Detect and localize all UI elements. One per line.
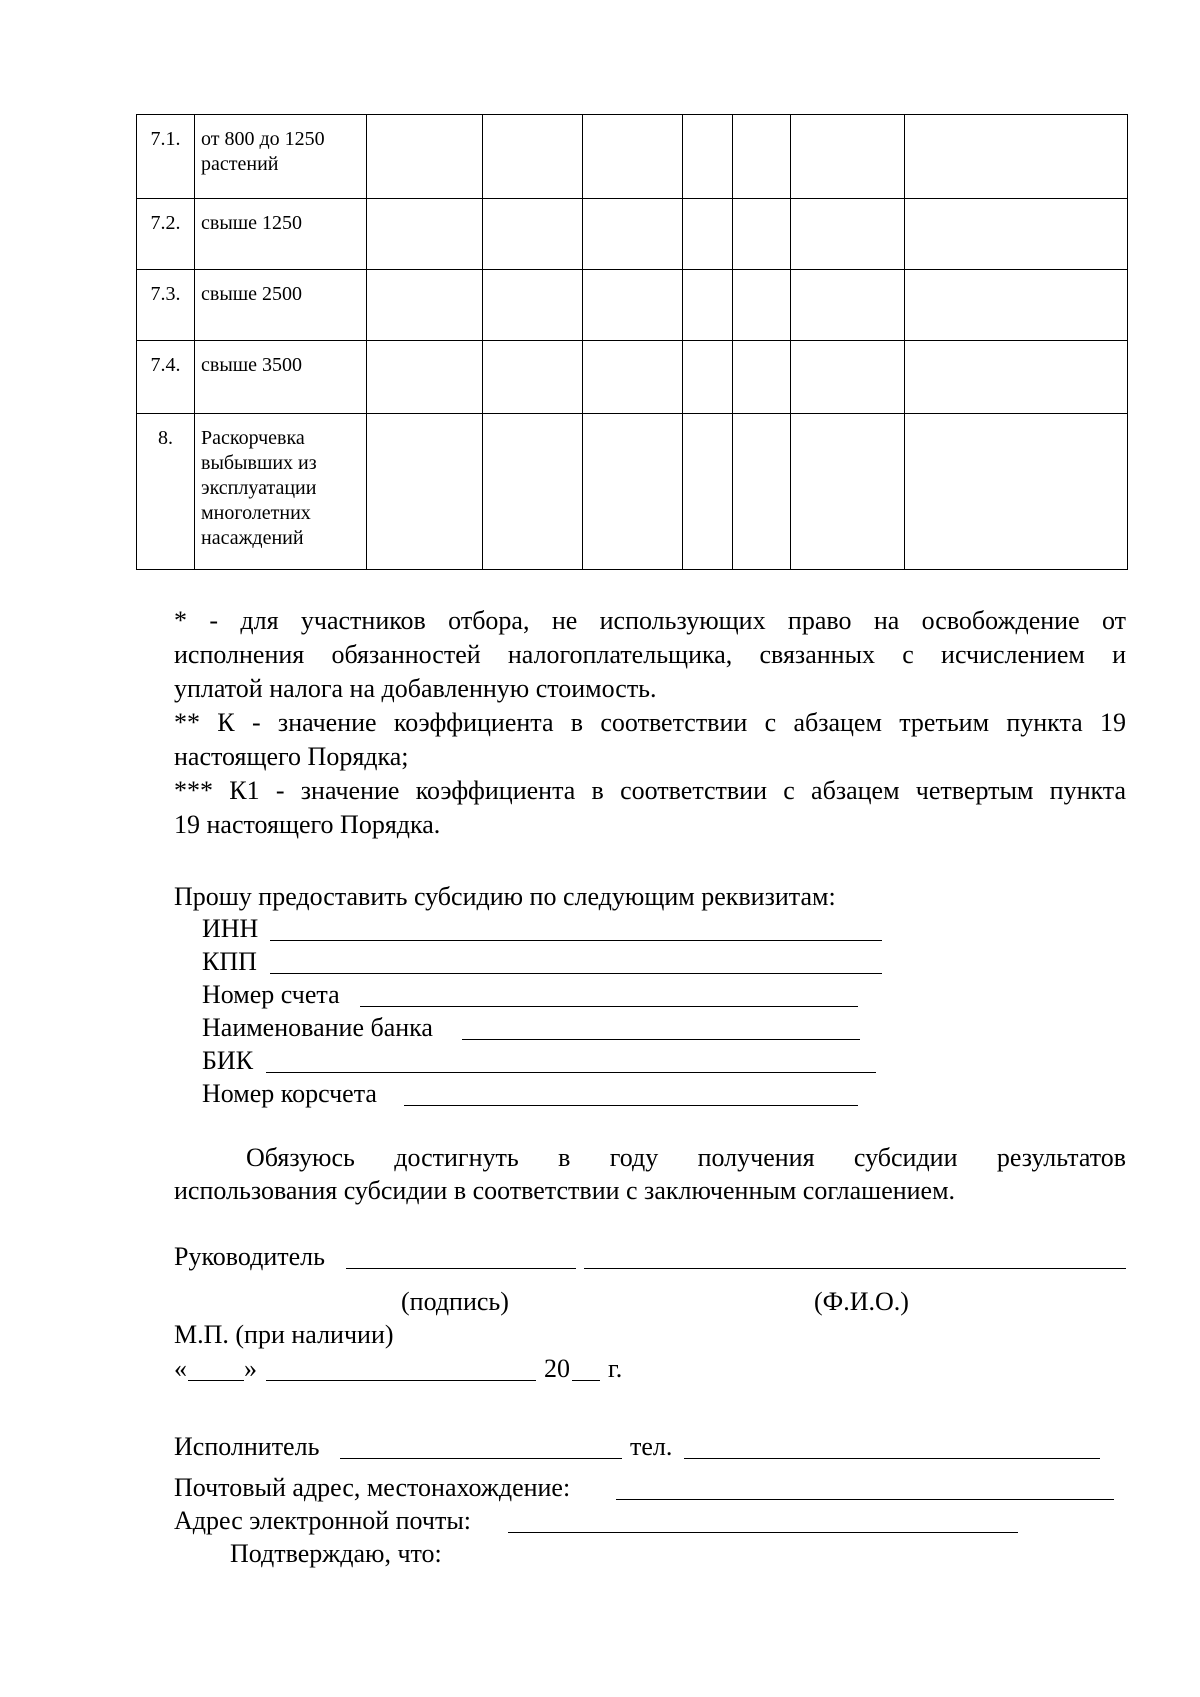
footnote-3-line-1: *** К1 - значение коэффициента в соответствии с абзацем четвертым пункта xyxy=(174,776,1126,805)
fio-caption: (Ф.И.О.) xyxy=(814,1287,909,1316)
table-cell xyxy=(367,199,483,270)
table-cell xyxy=(583,414,683,570)
table-cell xyxy=(733,341,791,414)
footnote-3-line-2: 19 настоящего Порядка. xyxy=(174,810,441,839)
footnote-1-line-1: * - для участников отбора, не использующих право на освобождение от xyxy=(174,606,1126,635)
table-cell xyxy=(483,199,583,270)
row-number: 8. xyxy=(137,414,195,570)
obligation-line-2: использования субсидии в соответствии с заключенным соглашением. xyxy=(174,1176,956,1205)
row-name: свыше 1250 xyxy=(195,199,367,270)
table-row xyxy=(137,115,1128,199)
head-signature-field[interactable] xyxy=(346,1268,576,1269)
kpp-field[interactable] xyxy=(270,973,882,974)
table-cell xyxy=(791,414,905,570)
executor-label: Исполнитель xyxy=(174,1432,320,1461)
table-cell xyxy=(791,270,905,341)
table-cell xyxy=(791,199,905,270)
table-cell xyxy=(367,414,483,570)
year-field[interactable] xyxy=(572,1380,600,1381)
table-cell xyxy=(683,199,733,270)
phone-label: тел. xyxy=(630,1432,673,1461)
bik-label: БИК xyxy=(202,1046,254,1075)
date-month-field[interactable] xyxy=(266,1380,536,1381)
row-name: свыше 3500 xyxy=(195,341,367,414)
table-cell xyxy=(483,414,583,570)
table-cell xyxy=(733,270,791,341)
postal-address-label: Почтовый адрес, местонахождение: xyxy=(174,1473,571,1502)
signature-caption: (подпись) xyxy=(401,1287,509,1316)
corr-account-label: Номер корсчета xyxy=(202,1079,377,1108)
obligation-line-1: Обязуюсь достигнуть в году получения субсидии результатов xyxy=(246,1143,1126,1172)
kpp-label: КПП xyxy=(202,947,257,976)
inn-label: ИНН xyxy=(202,914,259,943)
row-name: от 800 до 1250 растений xyxy=(195,115,367,199)
table-cell xyxy=(583,199,683,270)
date-day-field[interactable] xyxy=(188,1380,244,1381)
row-number: 7.2. xyxy=(137,199,195,270)
email-label: Адрес электронной почты: xyxy=(174,1506,472,1535)
table-row xyxy=(137,341,1128,414)
table-cell xyxy=(367,341,483,414)
footnote-1-line-3: уплатой налога на добавленную стоимость. xyxy=(174,674,657,703)
email-field[interactable] xyxy=(508,1532,1018,1533)
corr-account-field[interactable] xyxy=(404,1105,858,1106)
date-quote-close: » xyxy=(244,1354,257,1383)
phone-field[interactable] xyxy=(684,1458,1100,1459)
confirm-text: Подтверждаю, что: xyxy=(230,1539,442,1568)
bank-field[interactable] xyxy=(462,1039,860,1040)
table-cell xyxy=(791,341,905,414)
seal-label: М.П. (при наличии) xyxy=(174,1320,394,1349)
head-fio-field[interactable] xyxy=(584,1268,1126,1269)
table-cell xyxy=(683,341,733,414)
table-cell xyxy=(733,115,791,199)
bik-field[interactable] xyxy=(266,1072,876,1073)
table-cell xyxy=(905,115,1128,199)
footnote-1-line-2: исполнения обязанностей налогоплательщика, связанных с исчислением и xyxy=(174,640,1126,669)
footnote-2-line-2: настоящего Порядка; xyxy=(174,742,409,771)
table-row xyxy=(137,199,1128,270)
table-cell xyxy=(483,341,583,414)
year-suffix: г. xyxy=(608,1354,623,1383)
row-name: Раскорчевка выбывших из эксплуатации многолетних насаждений xyxy=(195,414,367,570)
date-quote-open: « xyxy=(174,1354,187,1383)
table-cell xyxy=(683,115,733,199)
executor-field[interactable] xyxy=(340,1458,622,1459)
table-cell xyxy=(483,270,583,341)
subsidy-table xyxy=(136,114,1128,570)
row-number: 7.1. xyxy=(137,115,195,199)
table-cell xyxy=(905,199,1128,270)
head-label: Руководитель xyxy=(174,1242,325,1271)
postal-address-field[interactable] xyxy=(616,1499,1114,1500)
table-cell xyxy=(905,341,1128,414)
table-cell xyxy=(367,115,483,199)
row-number: 7.4. xyxy=(137,341,195,414)
table-cell xyxy=(483,115,583,199)
year-prefix: 20 xyxy=(544,1354,570,1383)
table-cell xyxy=(791,115,905,199)
footnote-2-line-1: ** К - значение коэффициента в соответствии с абзацем третьим пункта 19 xyxy=(174,708,1126,737)
table-cell xyxy=(583,270,683,341)
table-cell xyxy=(367,270,483,341)
account-field[interactable] xyxy=(360,1006,858,1007)
inn-field[interactable] xyxy=(270,940,882,941)
table-row xyxy=(137,414,1128,570)
account-label: Номер счета xyxy=(202,980,340,1009)
table-cell xyxy=(583,341,683,414)
table-row xyxy=(137,270,1128,341)
table-cell xyxy=(733,199,791,270)
table-cell xyxy=(683,270,733,341)
requisites-intro: Прошу предоставить субсидию по следующим реквизитам: xyxy=(174,882,836,911)
table-cell xyxy=(733,414,791,570)
table-cell xyxy=(905,414,1128,570)
table-cell xyxy=(583,115,683,199)
table-cell xyxy=(683,414,733,570)
bank-label: Наименование банка xyxy=(202,1013,433,1042)
table-cell xyxy=(905,270,1128,341)
row-number: 7.3. xyxy=(137,270,195,341)
row-name: свыше 2500 xyxy=(195,270,367,341)
